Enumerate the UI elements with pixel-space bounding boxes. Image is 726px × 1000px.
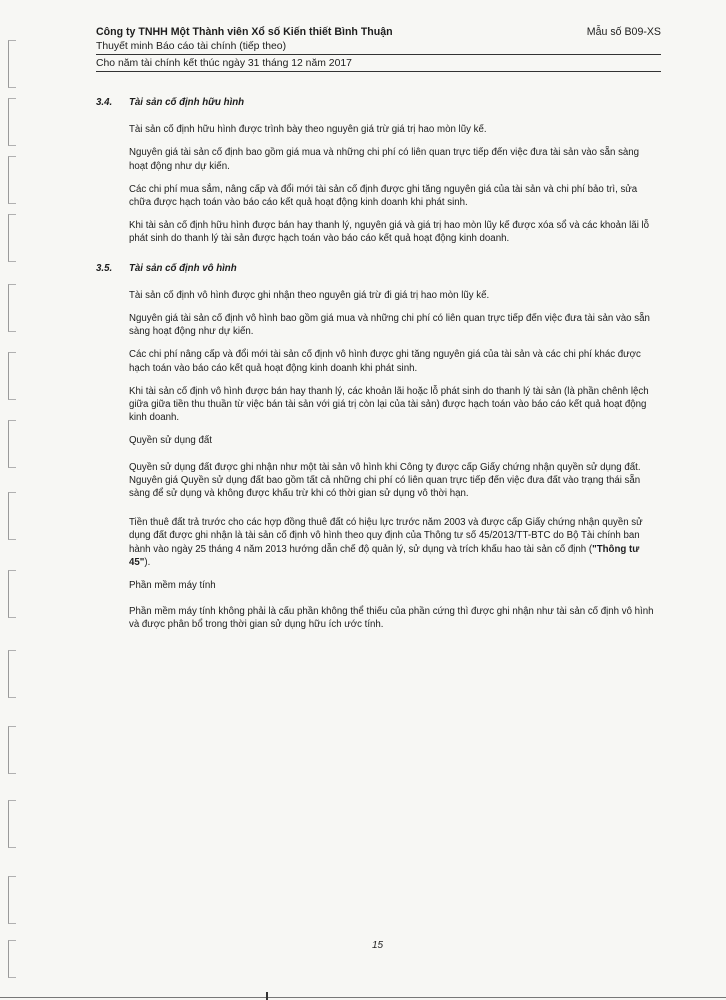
binder-bracket bbox=[8, 284, 16, 332]
binder-bracket bbox=[8, 726, 16, 774]
binder-bracket bbox=[8, 156, 16, 204]
subheading-land-use: Quyền sử dụng đất bbox=[129, 435, 212, 447]
binder-bracket bbox=[8, 650, 16, 698]
paragraph: Quyền sử dụng đất được ghi nhận như một tài sản vô hình khi Công ty được cấp Giấy chứng nhận quyền sử dụng đất. Nguyên giá Quyền sử dụng đất bao gồm tất cả những chi phí có liên quan trực tiếp đến việc đưa đất vào trạng thái sẵn sàng để sử dụng và không được khấu trừ khi có thời gian sử dụng vô thời hạn. bbox=[129, 461, 641, 500]
lease-bold-term: "Thông tư 45" bbox=[129, 543, 640, 568]
binder-bracket bbox=[8, 214, 16, 262]
section-heading-3-5 bbox=[96, 262, 656, 275]
paragraph: Phần mềm máy tính không phải là cấu phần không thể thiếu của phần cứng thì được ghi nhận như tài sản cố định vô hình và được phân bổ trong thời gian sử dụng hữu ích ước tính. bbox=[129, 606, 654, 631]
paragraph: Các chi phí mua sắm, nâng cấp và đổi mới tài sản cố định được ghi tăng nguyên giá của tài sản và chi phí bảo trì, sửa chữa được hạch toán vào báo cáo kết quả hoạt động kinh doanh khi phát sinh. bbox=[129, 183, 638, 209]
page-content bbox=[96, 96, 656, 642]
paragraph: Khi tài sản cố định vô hình được bán hay thanh lý, các khoản lãi hoặc lỗ phát sinh do thanh lý tài sản (là phần chênh lệch giữa giữa tiền thu thuần từ việc bán tài sản với giá trị còn lại của tài sản) được hạch toán vào báo cáo kết quả hoạt động kinh doanh. bbox=[129, 385, 649, 424]
scan-mark bbox=[266, 992, 268, 1000]
scan-bottom-edge bbox=[0, 997, 726, 998]
company-name: Công ty TNHH Một Thành viên Xổ số Kiến thiết Bình Thuận bbox=[96, 26, 393, 38]
binder-bracket bbox=[8, 570, 16, 618]
section-heading-3-4 bbox=[96, 96, 656, 109]
paragraph-lease bbox=[129, 516, 656, 569]
section-title: Tài sản cố định vô hình bbox=[129, 262, 237, 274]
binder-holes bbox=[8, 40, 22, 980]
paragraph: Tài sản cố định vô hình được ghi nhận theo nguyên giá trừ đi giá trị hao mòn lũy kế. bbox=[129, 289, 490, 301]
binder-bracket bbox=[8, 876, 16, 924]
binder-bracket bbox=[8, 98, 16, 146]
binder-bracket bbox=[8, 800, 16, 848]
page-number: 15 bbox=[372, 940, 384, 951]
binder-bracket bbox=[8, 40, 16, 88]
lease-text: Tiền thuê đất trả trước cho các hợp đồng thuê đất có hiệu lực trước năm 2003 và được cấp Giấy chứng nhận quyền sử dụng đất được ghi nhận là tài sản cố định vô hình theo quy định của Thông tư số 45/2013/TT-BTC do Bộ Tài chính ban hành vào ngày 25 tháng 4 năm 2013 hướng dẫn chế độ quản lý, sử dụng và trích khấu hao tài sản cố định ( bbox=[129, 517, 643, 555]
paragraph: Nguyên giá tài sản cố định vô hình bao gồm giá mua và những chi phí có liên quan trực tiếp đến việc đưa tài sản vào sẵn sàng hoạt động như dự kiến. bbox=[129, 313, 650, 338]
section-number: 3.5. bbox=[96, 262, 113, 274]
section-number: 3.4. bbox=[96, 97, 113, 108]
binder-bracket bbox=[8, 352, 16, 400]
form-code: Mẫu số B09-XS bbox=[586, 26, 661, 38]
report-subtitle: Thuyết minh Báo cáo tài chính (tiếp theo) bbox=[96, 41, 661, 55]
paragraph: Tài sản cố định hữu hình được trình bày theo nguyên giá trừ giá trị hao mòn lũy kế. bbox=[129, 124, 487, 136]
report-period: Cho năm tài chính kết thúc ngày 31 tháng 12 năm 2017 bbox=[96, 58, 661, 72]
binder-bracket bbox=[8, 420, 16, 468]
lease-end: ). bbox=[144, 556, 151, 568]
subheading-software: Phần mềm máy tính bbox=[129, 580, 216, 592]
page-header bbox=[96, 26, 661, 72]
binder-bracket bbox=[8, 492, 16, 540]
paragraph: Các chi phí nâng cấp và đổi mới tài sản cố định vô hình được ghi tăng nguyên giá của tài sản và các chi phí khác được hạch toán vào báo cáo kết quả hoạt động kinh doanh khi phát sinh. bbox=[129, 349, 641, 374]
paragraph: Nguyên giá tài sản cố định bao gồm giá mua và những chi phí có liên quan trực tiếp đến việc đưa tài sản vào sẵn sàng hoạt động như dự kiến. bbox=[129, 147, 640, 172]
binder-bracket bbox=[8, 940, 16, 978]
paragraph: Khi tài sản cố định hữu hình được bán hay thanh lý, nguyên giá và giá trị hao mòn lũy kế được xóa sổ và các khoản lãi lỗ phát sinh do thanh lý tài sản được hạch toán vào báo cáo kết quả hoạt động kinh doanh. bbox=[129, 220, 650, 245]
section-title: Tài sản cố định hữu hình bbox=[129, 97, 245, 108]
